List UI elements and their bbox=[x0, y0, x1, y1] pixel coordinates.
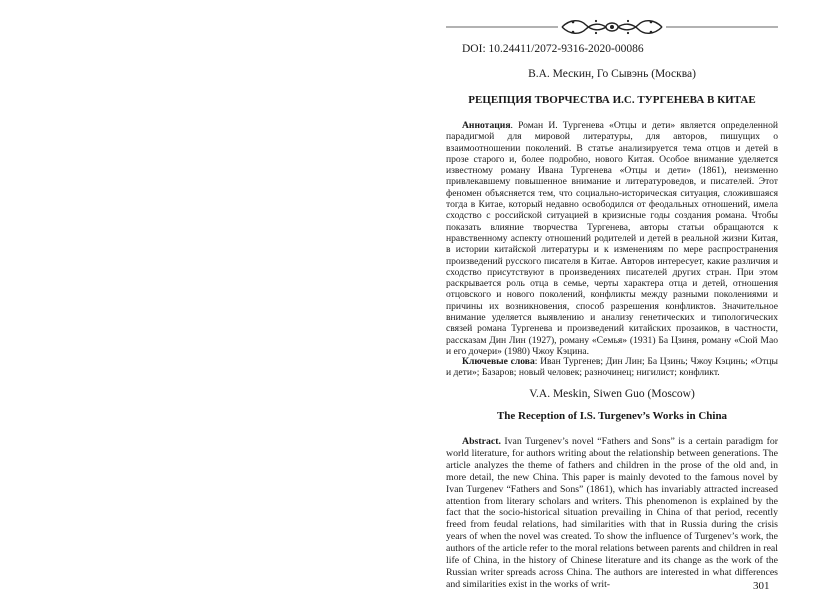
abstract-label-russian: Аннотация bbox=[462, 120, 511, 131]
keywords-russian bbox=[446, 356, 778, 379]
keywords-label-russian: Ключевые слова bbox=[462, 356, 535, 367]
header-ornament-icon bbox=[446, 16, 778, 38]
authors-english: V.A. Meskin, Siwen Guo (Moscow) bbox=[529, 388, 695, 400]
doi: DOI: 10.24411/2072-9316-2020-00086 bbox=[462, 43, 644, 55]
article-title-english: The Reception of I.S. Turgenev’s Works in China bbox=[496, 410, 728, 422]
abstract-russian bbox=[446, 120, 778, 357]
abstract-label-english: Abstract. bbox=[462, 436, 501, 447]
abstract-text-russian: . Роман И. Тургенева «Отцы и дети» является определенной парадигмой для мировой литературы, для авторов, пишущих о взаимоотношении поколений. В статье анализируется тема отцов и детей в прозе старого и, более подробно, нового Китая. Особое внимание уделяется известному роману Ивана Тургенева «Отцы и дети» (1861), неизменно привлекавшему повышенное внимание и литературоведов, и писателей. Этот феномен объясняется тем, что социально-историческая ситуация, сложившаяся тогда в Китае, который недавно освободился от феодальных отношений, имела сходство с российской ситуацией в кризисные годы создания романа. Чтобы показать влияние творчества Тургенева, авторы статьи обращаются к нравственному аспекту отношений родителей и детей в реальной жизни Китая, в истории китайской литературы и к изменениям по мере распространения произведений русского писателя в Китае. Авторов интересует, какие различия и сходство присутствуют в произведениях писателей других стран. При этом раскрывается роль отца в семье, черты характера отца и детей, отношения отцовского и нового поколений, конфликты между разными поколениями и причины их возникновения, способ разрешения конфликтов. Значительное внимание уделяется выявлению и анализу генетических и типологических связей романа Тургенева и произведений китайских прозаиков, в частности, рассказам Дин Лин (1927), роману «Семья» (1931) Ба Цзиня, роману «Сюй Мао и его дочери» (1980) Чжоу Кэцина. bbox=[446, 120, 778, 357]
page-number: 301 bbox=[753, 580, 770, 592]
keywords-text-russian: : Иван Тургенев; Дин Лин; Ба Цзинь; Чжоу Кэцинь; «Отцы и дети»; Базаров; новый человек; разночинец; нигилист; конфликт. bbox=[446, 356, 778, 379]
abstract-text-english: Ivan Turgenev’s novel “Fathers and Sons” is a certain paradigm for world literature, for authors writing about the relationship between generations. The article analyzes the theme of fathers and children in the prose of the old and, in more detail, the new China. This paper is mainly devoted to the famous novel by Ivan Turgenev “Fathers and Sons” (1861), which has invariably attracted increased attention from literary scholars and writers. This phenomenon is explained by the fact that the socio-historical situation prevailing in China of that period, recently freed from feudal relations, had similarities with that in Russia during the crisis years of when the novel was created. To show the influence of Turgenev’s work, the authors of the article refer to the moral relations between parents and children in real life of China, in the history of Chinese literature and its change as the work of the Russian writer spreads across China. The authors are interested in what differences and similarities exist in the works of writ- bbox=[446, 436, 778, 590]
article-title-russian: РЕЦЕПЦИЯ ТВОРЧЕСТВА И.С. ТУРГЕНЕВА В КИТАЕ bbox=[468, 94, 756, 106]
authors-russian: В.А. Мескин, Го Сывэнь (Москва) bbox=[528, 68, 696, 80]
